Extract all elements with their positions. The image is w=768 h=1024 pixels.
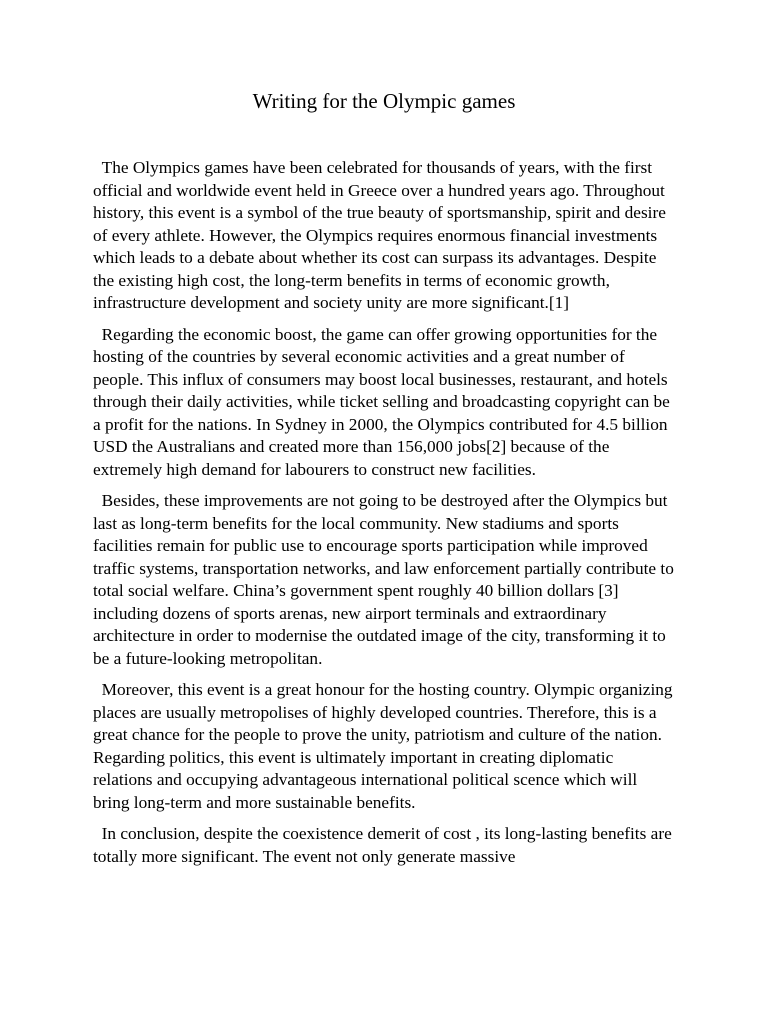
paragraph-infrastructure: Besides, these improvements are not going to be destroyed after the Olympics but last as long-term benefits for the local community. New stadiums and sports facilities remain for public use to encourage sports participation while improved traffic systems, transportation networks, and law enforcement partially contribute to total social welfare. China’s government spent roughly 40 billion dollars [3] including dozens of sports arenas, new airport terminals and extraordinary architecture in order to modernise the outdated image of the city, transforming it to be a future-looking metropolitan.	[93, 491, 674, 668]
document-title: Writing for the Olympic games	[252, 89, 516, 113]
paragraph-national-honour: Moreover, this event is a great honour for the hosting country. Olympic organizing places are usually metropolises of highly developed countries. Therefore, this is a great chance for the people to prove the unity, patriotism and culture of the nation. Regarding politics, this event is ultimately important in creating diplomatic relations and occupying advantageous international political scence which will bring long-term and more sustainable benefits.	[93, 680, 673, 812]
paragraph-economic-boost: Regarding the economic boost, the game can offer growing opportunities for the hosting of the countries by several economic activities and a great number of people. This influx of consumers may boost local businesses, restaurant, and hotels through their daily activities, while ticket selling and broadcasting copyright can be a profit for the nations. In Sydney in 2000, the Olympics contributed for 4.5 billion USD the Australians and created more than 156,000 jobs[2] because of the extremely high demand for labourers to construct new facilities.	[93, 324, 670, 479]
paragraph-introduction: The Olympics games have been celebrated for thousands of years, with the first official and worldwide event held in Greece over a hundred years ago. Throughout history, this event is a symbol of the true beauty of sportsmanship, spirit and desire of every athlete. However, the Olympics requires enormous financial investments which leads to a debate about whether its cost can surpass its advantages. Despite the existing high cost, the long-term benefits in terms of economic growth, infrastructure development and society unity are more significant.[1]	[93, 158, 666, 312]
paragraph-conclusion: In conclusion, despite the coexistence demerit of cost , its long-lasting benefits are totally more significant. The event not only generate massive	[93, 824, 672, 866]
document-body	[93, 157, 675, 877]
